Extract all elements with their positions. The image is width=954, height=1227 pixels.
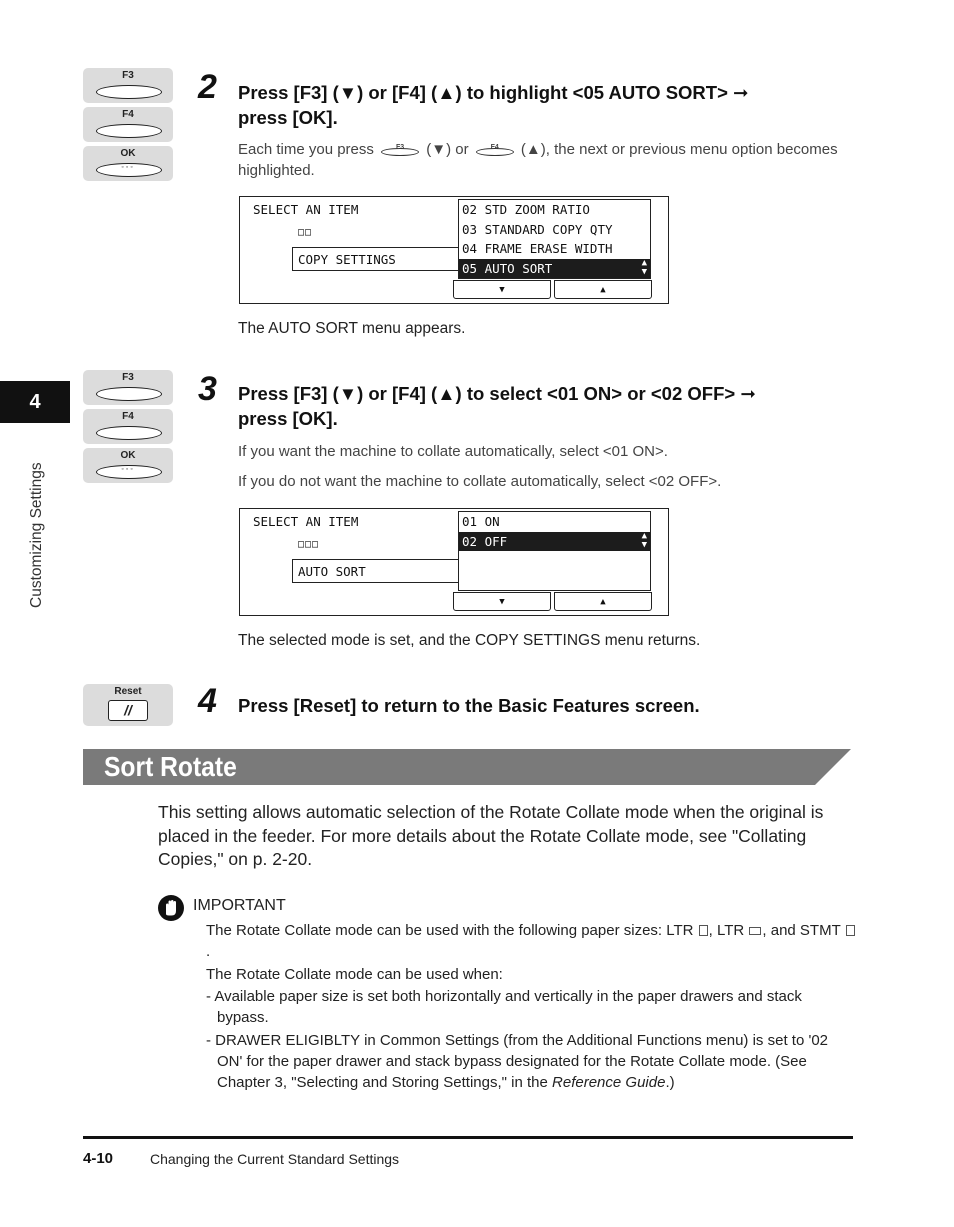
section-header [83,749,851,785]
lcd-menu-item-selected [459,259,650,279]
ok-key [83,448,173,483]
text-span: The Rotate Collate mode can be used with the following paper sizes: LTR [206,922,698,939]
f4-key [83,107,173,142]
step2-keypad [83,68,173,185]
section-title: Sort Rotate [104,751,237,782]
lcd-up-button: ▲ [554,592,652,611]
lcd-level-indicator: □□□ [298,539,320,550]
key-pill-icon [96,426,162,440]
step2-description [238,139,848,181]
page-number: 4-10 [83,1150,114,1167]
reference-guide-title: Reference Guide [552,1073,666,1091]
lcd-menu-list [458,511,651,591]
lcd-menu-item: 03 STANDARD COPY QTY [462,221,613,237]
lcd-menu-item: 01 ON [462,514,500,529]
important-bullet1: - Available paper size is set both horizontally and vertically in the paper drawers and stack bypass. [206,988,802,1026]
step2-title-line1: Press [F3] (▼) or [F4] (▲) to highlight <05 AUTO SORT> ➞ [238,82,749,103]
lcd-level-indicator: □□ [298,227,313,238]
up-down-arrow-icon: ▲ ▼ [641,257,647,277]
lcd-breadcrumb: COPY SETTINGS [292,247,458,271]
step4-title: Press [Reset] to return to the Basic Features screen. [238,695,700,716]
lcd-menu-item-label: 02 OFF [462,533,508,549]
landscape-paper-icon [749,927,761,935]
f3-inline-key-label: F3 [395,144,405,151]
lcd-function-buttons [453,280,656,301]
f4-inline-key-label: F4 [490,144,499,151]
f4-key-label: F4 [122,411,134,422]
text-span: . [206,943,211,960]
step3-caption: The selected mode is set, and the COPY SETTINGS menu returns. [238,632,701,649]
key-dots-icon: ◦◦◦ [121,164,135,171]
key-pill-icon [96,124,162,138]
step2-caption: The AUTO SORT menu appears. [238,320,466,337]
key-pill-icon [96,85,162,99]
step3-title-line2: press [OK]. [238,408,338,429]
footer-rule [83,1136,853,1139]
key-pill-icon [96,387,162,401]
text-span: , and STMT [762,922,845,939]
f3-key-label: F3 [122,70,134,81]
lcd-function-buttons [453,592,656,613]
step2-lcd-panel [239,196,669,304]
important-para2: The Rotate Collate mode can be used when: [206,965,503,983]
lcd-title: SELECT AN ITEM [253,514,359,529]
step2-desc-b: (▼) or [422,141,473,158]
f4-key [83,409,173,444]
step2-title-line2: press [OK]. [238,107,338,128]
step2-desc-c: (▲), the next or previous menu option becomes highlighted. [238,141,838,179]
reset-slash-icon: // [108,700,148,721]
step4-number: 4 [198,682,217,720]
f3-key-label: F3 [122,372,134,383]
f4-inline-key-icon [473,141,517,157]
lcd-menu-item: 02 STD ZOOM RATIO [462,202,590,217]
key-dots-icon: ◦◦◦ [121,466,135,473]
lcd-menu-list [458,199,651,279]
text-span: .) [665,1073,675,1091]
ok-key [83,146,173,181]
step3-number: 3 [198,370,217,408]
text-span: - DRAWER ELIGIBLTY in Common Settings (from the Additional Functions menu) is set to '02 ON' for the paper drawer and stack bypass designated for the Rotate Collate mode. (See Chapter 3, "Selecting and Storing Settings," in the [206,1031,829,1091]
important-label: IMPORTANT [193,897,286,914]
lcd-breadcrumb: AUTO SORT [292,559,458,583]
chapter-tab: 4 [0,381,70,423]
ok-key-label: OK [120,450,136,461]
lcd-down-button: ▼ [453,592,551,611]
step3-desc1: If you want the machine to collate automatically, select <01 ON>. [238,443,668,460]
step2-number: 2 [198,68,217,106]
step3-title [238,381,838,431]
lcd-menu-item: 04 FRAME ERASE WIDTH [462,241,613,256]
portrait-paper-icon [846,925,855,936]
step2-desc-a: Each time you press [238,141,379,158]
f3-key [83,68,173,103]
important-bullet2 [206,1030,856,1093]
lcd-down-button: ▼ [453,280,551,299]
step4-keypad [83,684,173,730]
up-down-arrow-icon: ▲ ▼ [641,530,647,550]
lcd-title: SELECT AN ITEM [253,202,359,217]
step3-title-line1: Press [F3] (▼) or [F4] (▲) to select <01 ON> or <02 OFF> ➞ [238,383,756,404]
f3-key [83,370,173,405]
portrait-paper-icon [699,925,708,936]
lcd-menu-item-label: 05 AUTO SORT [462,260,553,276]
ok-key-label: OK [120,148,136,159]
step3-desc2: If you do not want the machine to collate automatically, select <02 OFF>. [238,473,722,490]
lcd-menu-item-selected [459,532,650,552]
reset-key-label: Reset [114,686,142,697]
important-body [206,920,856,1094]
text-span: , LTR [708,922,749,939]
footer-title: Changing the Current Standard Settings [150,1151,400,1167]
important-hand-icon [158,895,184,921]
important-para1 [206,920,856,962]
reset-key [83,684,173,726]
step3-lcd-panel [239,508,669,616]
lcd-up-button: ▲ [554,280,652,299]
f4-key-label: F4 [122,109,134,120]
section-intro: This setting allows automatic selection of the Rotate Collate mode when the original is placed in the feeder. For more details about the Rotate Collate mode, see "Collating Copies," on p. 2-20. [158,802,824,869]
step2-title [238,80,838,130]
f3-inline-key-icon [378,141,422,157]
chapter-label: Customizing Settings [28,462,45,608]
step3-keypad [83,370,173,487]
